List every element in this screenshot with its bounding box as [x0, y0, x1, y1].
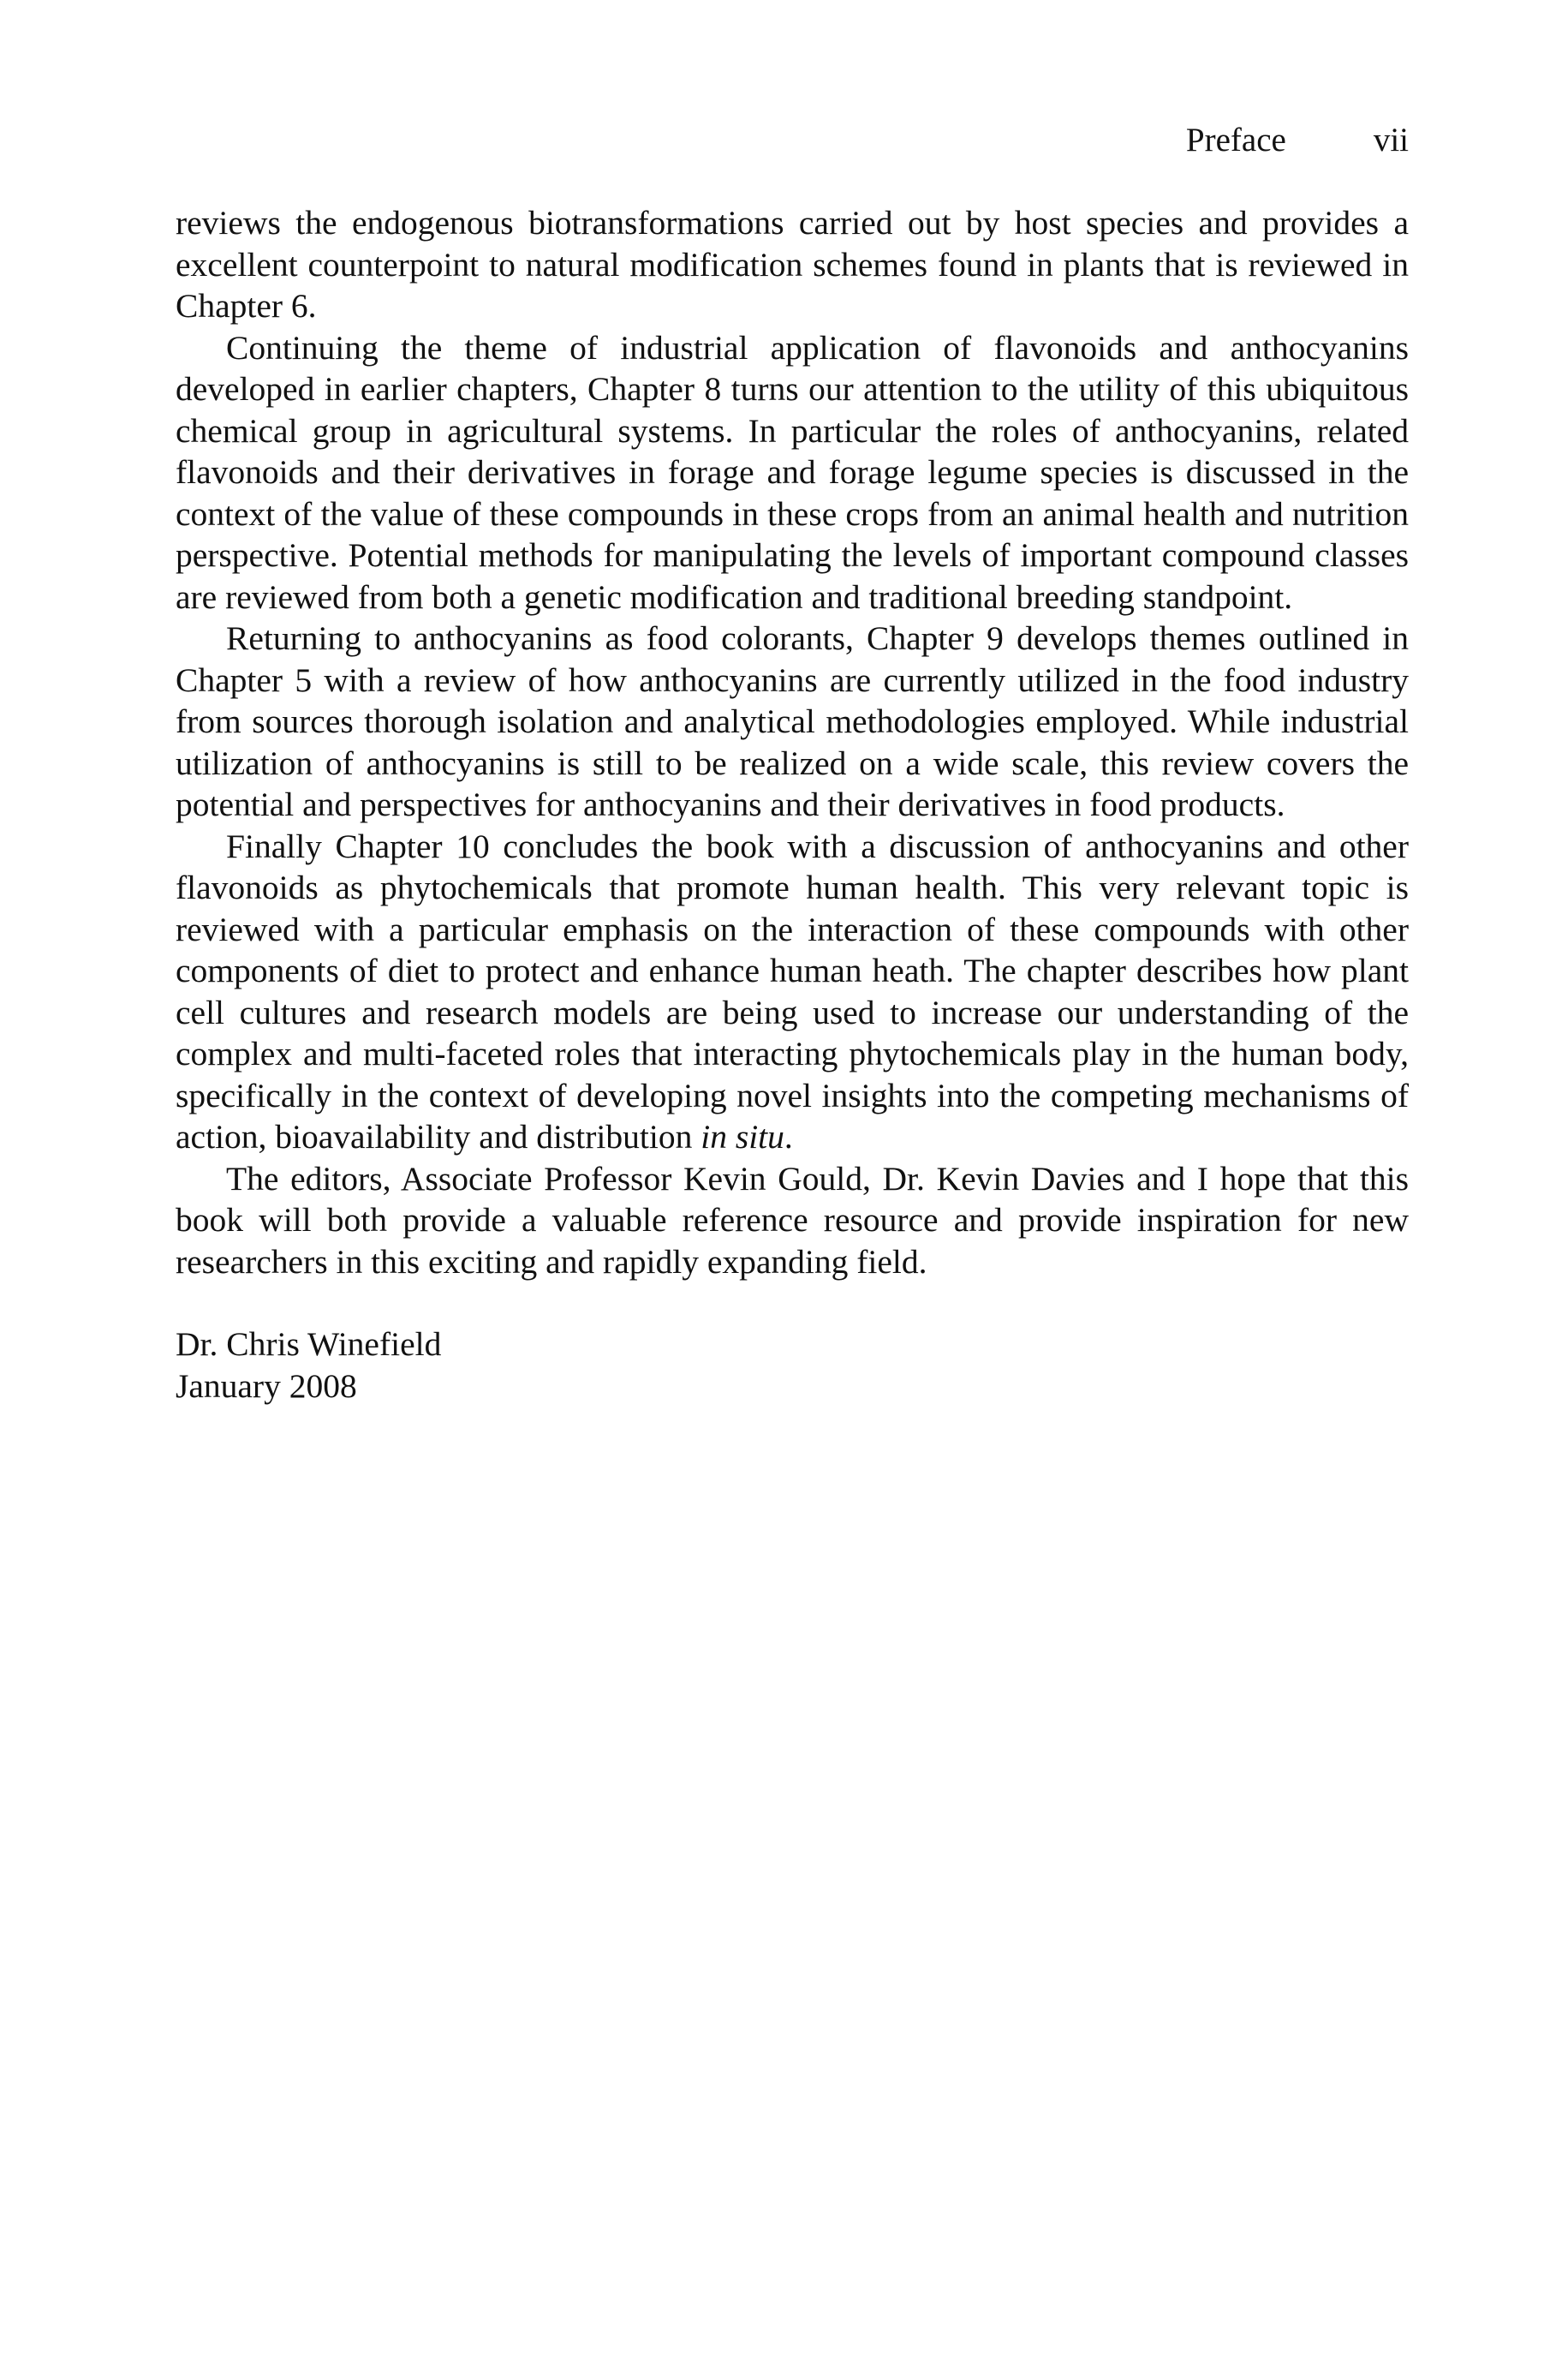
signature-name: Dr. Chris Winefield [176, 1325, 442, 1363]
paragraph-chapter7-continuation: reviews the endogenous biotransformations carried out by host species and provides a excellent counterpoint to natural modification schemes found in plants that is reviewed in Chapter 6. [176, 204, 1409, 325]
signature-block [176, 1323, 1409, 1407]
running-head-section: Preface [1185, 122, 1286, 158]
paragraph-editors: The editors, Associate Professor Kevin Gould, Dr. Kevin Davies and I hope that this book will both provide a valuable reference resource and provide inspiration for new researchers in this exciting and rapidly expanding field. [176, 1159, 1409, 1281]
paragraph-chapter9: Returning to anthocyanins as food colorants, Chapter 9 develops themes outlined in Chapter 5 with a review of how anthocyanins are currently utilized in the food industry from sources thorough isolation and analytical methodologies employed. While industrial utilization of anthocyanins is still to be realized on a wide scale, this review covers the potential and perspectives for anthocyanins and their derivatives in food products. [176, 619, 1409, 823]
paragraph-chapter8: Continuing the theme of industrial application of flavonoids and anthocyanins developed in earlier chapters, Chapter 8 turns our attention to the utility of this ubiquitous chemical group in agricultural systems. In particular the roles of anthocyanins, related flavonoids and their derivatives in forage and forage legume species is discussed in the context of the value of these compounds in these crops from an animal health and nutrition perspective. Potential methods for manipulating the levels of important compound classes are reviewed from both a genetic modification and traditional breeding standpoint. [176, 328, 1409, 616]
preface-body [176, 202, 1409, 1407]
page-number: vii [1373, 122, 1409, 158]
signature-date: January 2008 [176, 1366, 357, 1405]
running-head [176, 120, 1409, 161]
paragraph-chapter10-text: Finally Chapter 10 concludes the book with a discussion of anthocyanins and other flavonoids as phytochemicals that promote human health. This very relevant topic is reviewed with a particular emphasis on the interaction of these compounds with other components of diet to protect and enhance human heath. The chapter describes how plant cell cultures and research models are being used to increase our understanding of the complex and multi-faceted roles that interacting phytochemicals play in the human body, specifically in the context of developing novel insights into the competing mechanisms of action, bioavailability and distribution [176, 827, 1409, 1156]
paragraph-chapter10 [176, 826, 1409, 1158]
paragraph-chapter10-end: . [784, 1118, 793, 1156]
italic-term: in situ [701, 1118, 784, 1156]
